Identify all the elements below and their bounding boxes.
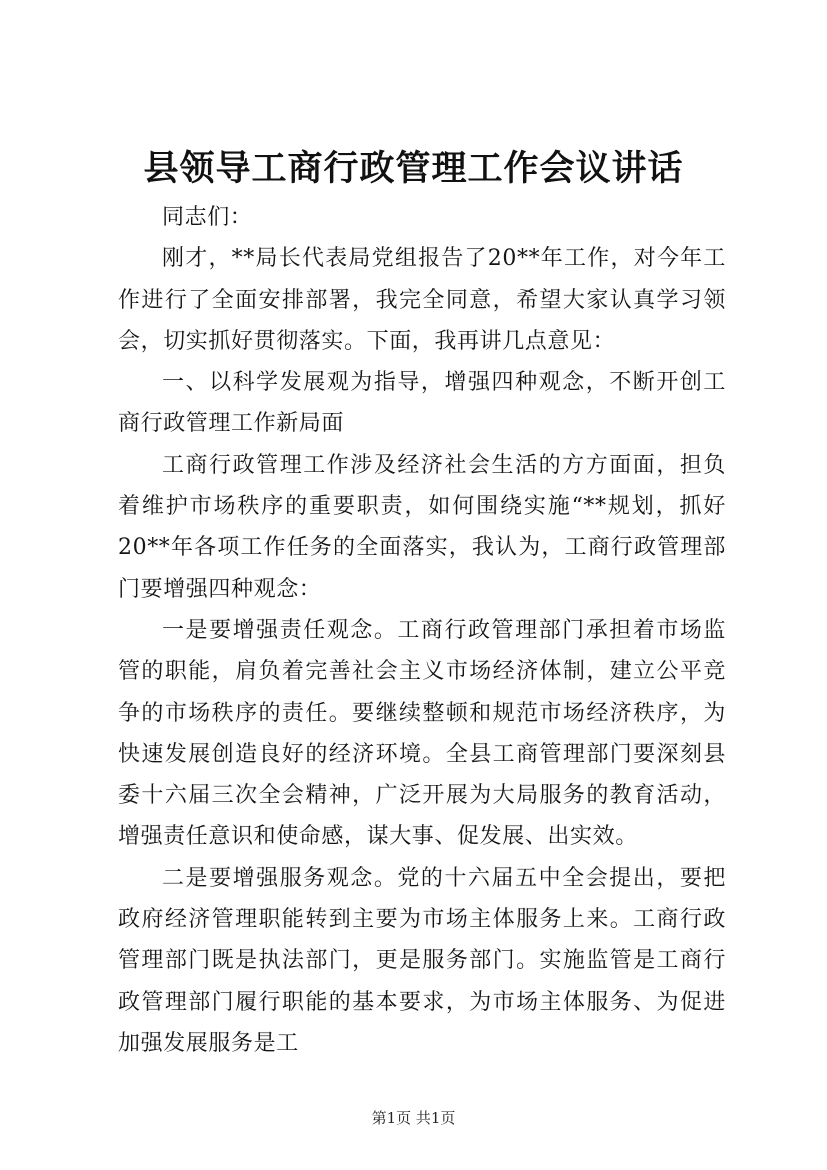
- paragraph-opening: 刚才，**局长代表局党组报告了20**年工作，对今年工作进行了全面安排部署，我完全同意，希望大家认真学习领会，切实抓好贯彻落实。下面，我再讲几点意见：: [118, 246, 726, 354]
- paragraph-service: 二是要增强服务观念。党的十六届五中全会提出，要把政府经济管理职能转到主要为市场主体服务上来。工商行政管理部门既是执法部门，更是服务部门。实施监管是工商行政管理部门履行职能的基本要求，为市场主体服务、为促进加强发展服务是工: [118, 865, 726, 1056]
- section-heading-1: 一、以科学发展观为指导，增强四种观念，不断开创工商行政管理工作新局面: [118, 370, 726, 437]
- document-body: [118, 197, 726, 1064]
- document-title: 县领导工商行政管理工作会议讲话: [143, 148, 684, 189]
- page-footer: 第1页 共1页: [371, 1109, 456, 1127]
- paragraph-intro: 工商行政管理工作涉及经济社会生活的方方面面，担负着维护市场秩序的重要职责，如何围绕实施“**规划，抓好20**年各项工作任务的全面落实，我认为，工商行政管理部门要增强四种观念：: [118, 452, 726, 602]
- paragraph-salutation: 同志们：: [162, 205, 253, 230]
- paragraph-responsibility: 一是要增强责任观念。工商行政管理部门承担着市场监管的职能，肩负着完善社会主义市场经济体制，建立公平竞争的市场秩序的责任。要继续整顿和规范市场经济秩序，为快速发展创造良好的经济环境。全县工商管理部门要深刻县委十六届三次全会精神，广泛开展为大局服务的教育活动，增强责任意识和使命感，谋大事、促发展、出实效。: [118, 617, 726, 850]
